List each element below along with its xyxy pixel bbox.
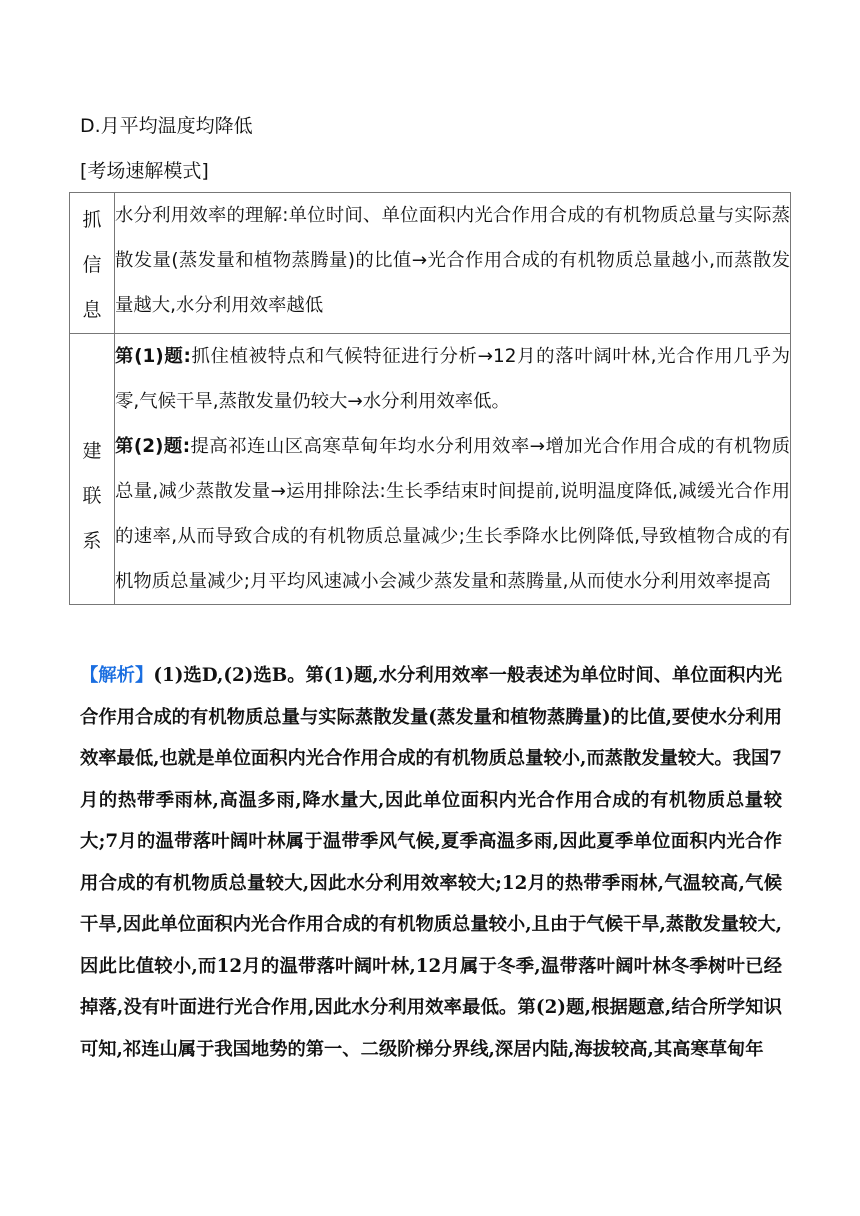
question-2-label: 第(2)题: bbox=[115, 436, 191, 457]
header-char: 信 bbox=[82, 254, 102, 276]
question-1-label: 第(1)题: bbox=[115, 346, 191, 367]
table-row-capture-info bbox=[70, 193, 791, 334]
analysis-tag: 【解析】 bbox=[80, 665, 154, 686]
question-1-block bbox=[115, 334, 790, 424]
build-links-text bbox=[115, 334, 791, 605]
header-char: 息 bbox=[82, 299, 102, 321]
question-1-text: 抓住植被特点和气候特征进行分析→12月的落叶阔叶林,光合作用几乎为零,气候干旱,蒸散发量仍较大→水分利用效率低。 bbox=[115, 346, 790, 412]
row-header-build-links bbox=[70, 334, 115, 605]
analysis-text: (1)选D,(2)选B。第(1)题,水分利用效率一般表述为单位时间、单位面积内光合作用合成的有机物质总量与实际蒸散发量(蒸发量和植物蒸腾量)的比值,要使水分利用效率最低,也就是单位面积内光合作用合成的有机物质总量较小,而蒸散发量较大。我国7月的热带季雨林,高温多雨,降水量大,因此单位面积内光合作用合成的有机物质总量较大;7月的温带落叶阔叶林属于温带季风气候,夏季高温多雨,因此夏季单位面积内光合作用合成的有机物质总量较大,因此水分利用效率较大;12月的热带季雨林,气温较高,气候干旱,因此单位面积内光合作用合成的有机物质总量较小,且由于气候干旱,蒸散发量较大,因此比值较小,而12月的温带落叶阔叶林,12月属于冬季,温带落叶阔叶林冬季树叶已经掉落,没有叶面进行光合作用,因此水分利用效率最低。第(2)题,根据题意,结合所学知识可知,祁连山属于我国地势的第一、二级阶梯分界线,深居内陆,海拔较高,其高寒草甸年 bbox=[80, 665, 782, 1060]
row-header-capture-info bbox=[70, 193, 115, 334]
header-char: 联 bbox=[82, 485, 102, 507]
table-row-build-links bbox=[70, 334, 791, 605]
analysis-paragraph bbox=[80, 655, 782, 1070]
info-table bbox=[69, 192, 791, 605]
option-d: D.月平均温度均降低 bbox=[80, 115, 253, 137]
question-2-block bbox=[115, 424, 790, 604]
header-char: 建 bbox=[82, 440, 102, 462]
question-2-text: 提高祁连山区高寒草甸年均水分利用效率→增加光合作用合成的有机物质总量,减少蒸散发量→运用排除法:生长季结束时间提前,说明温度降低,减缓光合作用的速率,从而导致合成的有机物质总量减少;生长季降水比例降低,导致植物合成的有机物质总量减少;月平均风速减小会减少蒸发量和蒸腾量,从而使水分利用效率提高 bbox=[115, 436, 790, 592]
mode-title: [考场速解模式] bbox=[80, 160, 209, 182]
capture-info-text: 水分利用效率的理解:单位时间、单位面积内光合作用合成的有机物质总量与实际蒸散发量(蒸发量和植物蒸腾量)的比值→光合作用合成的有机物质总量越小,而蒸散发量越大,水分利用效率越低 bbox=[115, 193, 791, 334]
header-char: 系 bbox=[82, 530, 102, 552]
header-char: 抓 bbox=[82, 209, 102, 231]
